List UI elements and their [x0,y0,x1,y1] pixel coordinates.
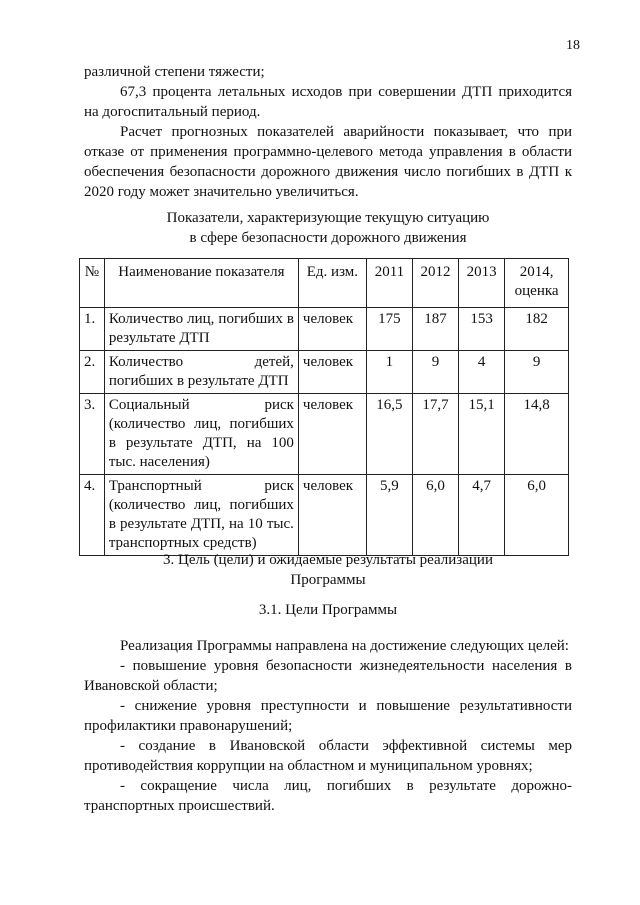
intro-text [84,62,572,202]
header-no: № [80,259,105,308]
header-2013: 2013 [459,259,505,308]
section-heading-line: 3. Цель (цели) и ожидаемые результаты реализации [163,552,493,568]
cell-no: 1. [80,308,105,351]
cell-2014: 6,0 [505,475,569,556]
cell-unit: человек [298,475,366,556]
table-title [84,208,572,248]
intro-line: различной степени тяжести; [84,64,265,80]
intro-paragraph: Расчет прогнозных показателей аварийности показывает, что при отказе от применения программно-целевого метода управления в области обеспечения безопасности дорожного движения число погибших в ДТП к 2020 году может значительно увеличиться. [84,124,572,200]
goals-intro: Реализация Программы направлена на достижение следующих целей: [120,638,569,654]
subsection-heading: 3.1. Цели Программы [258,602,398,618]
header-2011: 2011 [366,259,412,308]
section-heading-line: Программы [290,572,366,588]
goal-item: - создание в Ивановской области эффективной системы мер противодействия коррупции на областном и муниципальном уровнях; [84,738,572,774]
header-unit: Ед. изм. [298,259,366,308]
header-2014: 2014, оценка [505,259,569,308]
cell-2011: 5,9 [366,475,412,556]
table-row [80,394,569,475]
goal-item: - сокращение числа лиц, погибших в результате дорожно-транспортных происшествий. [84,778,572,814]
table-title-line: Показатели, характеризующие текущую ситуацию [166,210,490,226]
cell-2014: 182 [505,308,569,351]
cell-2012: 6,0 [412,475,458,556]
cell-2011: 16,5 [366,394,412,475]
cell-name: Количество детей, погибших в результате ДТП [104,351,298,394]
cell-2014: 9 [505,351,569,394]
cell-2013: 4 [459,351,505,394]
cell-no: 3. [80,394,105,475]
cell-name: Количество лиц, погибших в результате ДТП [104,308,298,351]
goal-item: - повышение уровня безопасности жизнедеятельности населения в Ивановской области; [84,658,572,694]
cell-unit: человек [298,308,366,351]
table-title-line: в сфере безопасности дорожного движения [189,230,467,246]
cell-2012: 187 [412,308,458,351]
table-row [80,308,569,351]
cell-2013: 153 [459,308,505,351]
header-2012: 2012 [412,259,458,308]
cell-2012: 17,7 [412,394,458,475]
cell-unit: человек [298,394,366,475]
table-row [80,475,569,556]
cell-2013: 4,7 [459,475,505,556]
table-header-row [80,259,569,308]
cell-name: Социальный риск (количество лиц, погибших в результате ДТП, на 100 тыс. населения) [104,394,298,475]
cell-2014: 14,8 [505,394,569,475]
intro-paragraph: 67,3 процента летальных исходов при совершении ДТП приходится на догоспитальный период. [84,84,572,120]
cell-2013: 15,1 [459,394,505,475]
goals-text [84,636,572,816]
indicators-table [79,258,569,556]
section-heading [84,550,572,590]
cell-2012: 9 [412,351,458,394]
goal-item: - снижение уровня преступности и повышение результативности профилактики правонарушений; [84,698,572,734]
table-row [80,351,569,394]
cell-no: 2. [80,351,105,394]
cell-no: 4. [80,475,105,556]
cell-2011: 175 [366,308,412,351]
header-name: Наименование показателя [104,259,298,308]
cell-2011: 1 [366,351,412,394]
page-number: 18 [566,38,580,53]
cell-unit: человек [298,351,366,394]
cell-name: Транспортный риск (количество лиц, погибших в результате ДТП, на 10 тыс. транспортных средств) [104,475,298,556]
